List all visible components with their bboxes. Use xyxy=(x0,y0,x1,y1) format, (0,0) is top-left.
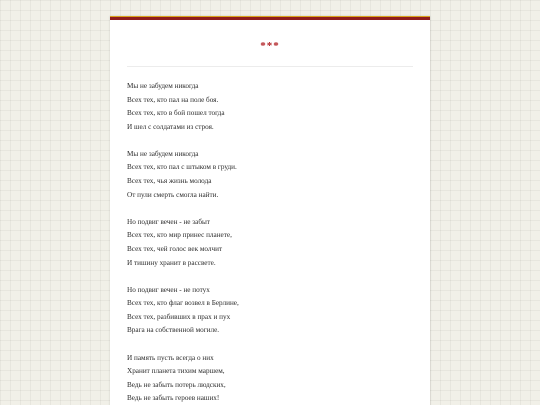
poem-line: Всех тех, кто в бой пошел тогда xyxy=(127,109,225,118)
poem-line: Всех тех, кто пал с штыком в груди. xyxy=(127,163,237,172)
stanza-5 xyxy=(127,352,430,405)
title-divider xyxy=(127,66,413,67)
poem-line: Хранит планета тихим маршем, xyxy=(127,367,225,376)
poem-line: Всех тех, кто флаг возвел в Берлине, xyxy=(127,299,239,308)
poem-line: Но подвиг вечен - не потух xyxy=(127,285,210,294)
stanza-1 xyxy=(127,80,430,134)
poem-line: И память пусть всегда о них xyxy=(127,353,214,362)
poem-title: *** xyxy=(260,40,280,52)
poem-body xyxy=(110,80,430,405)
poem-line: И тишину хранит в рассвете. xyxy=(127,258,216,267)
poem-line: Всех тех, чей голос век молчит xyxy=(127,244,223,253)
top-accent-stripe xyxy=(110,16,430,20)
poem-line: Мы не забудем никогда xyxy=(127,149,199,158)
poem-line: Врага на собственной могиле. xyxy=(127,326,220,335)
poem-line: От пули смерть смогла найти. xyxy=(127,190,219,199)
poem-line: Всех тех, кто пал на поле боя. xyxy=(127,95,219,104)
article-card xyxy=(110,16,430,405)
poem-line: Но подвиг вечен - не забыт xyxy=(127,217,210,226)
stanza-2 xyxy=(127,148,430,202)
poem-line: Ведь не забыть потерь людских, xyxy=(127,380,226,389)
poem-line: Мы не забудем никогда xyxy=(127,82,199,90)
poem-line: Всех тех, разбивших в прах и пух xyxy=(127,312,231,321)
stanza-3 xyxy=(127,216,430,270)
poem-line: И шел с солдатами из строя. xyxy=(127,122,214,131)
stanza-4 xyxy=(127,284,430,338)
poem-line: Ведь не забыть героев наших! xyxy=(127,394,220,403)
poem-line: Всех тех, кто мир принес планете, xyxy=(127,231,232,240)
poem-line: Всех тех, чья жизнь молода xyxy=(127,177,212,186)
